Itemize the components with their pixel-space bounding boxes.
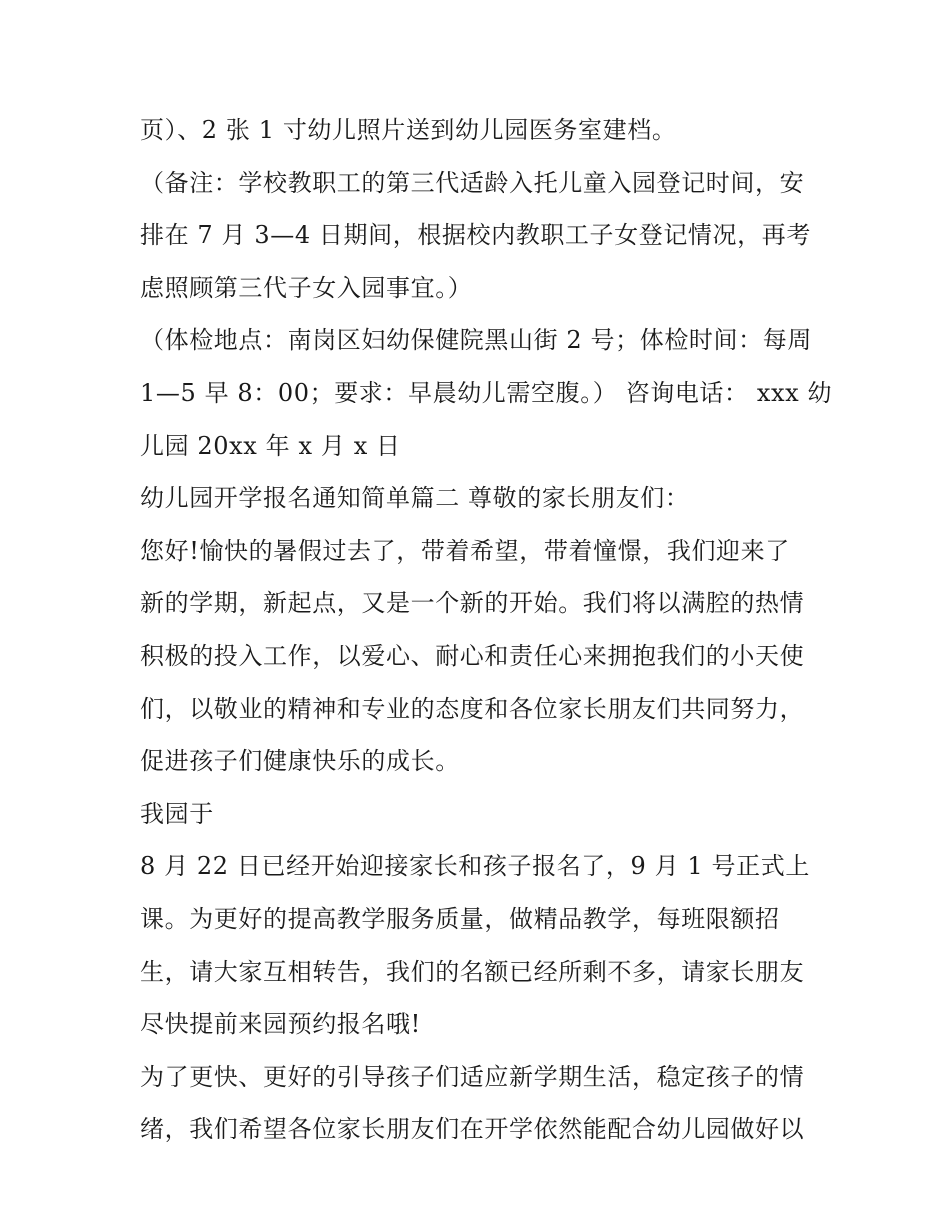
text-line: 们，以敬业的精神和专业的态度和各位家长朋友们共同努力， — [140, 694, 805, 723]
text-line: 为了更快、更好的引导孩子们适应新学期生活，稳定孩子的情 — [140, 1062, 805, 1091]
text-line: 页）、2 张 1 寸幼儿照片送到幼儿园医务室建档。 — [140, 116, 677, 144]
text-line: （备注：学校教职工的第三代适龄入托儿童入园登记时间，安 — [140, 168, 805, 197]
document-body — [140, 108, 833, 1160]
text-line: 我园于 — [140, 799, 214, 828]
text-line: 儿园 20xx 年 x 月 x 日 — [140, 431, 401, 460]
text-line: 生，请大家互相转告，我们的名额已经所剩不多，请家长朋友 — [140, 957, 805, 986]
text-line: 绪，我们希望各位家长朋友们在开学依然能配合幼儿园做好以 — [140, 1115, 805, 1144]
text-line: 尽快提前来园预约报名哦! — [140, 1010, 421, 1039]
text-line: 新的学期，新起点，又是一个新的开始。我们将以满腔的热情 — [140, 589, 805, 618]
text-line: （体检地点：南岗区妇幼保健院黑山街 2 号；体检时间：每周 — [140, 326, 812, 355]
text-line: 排在 7 月 3—4 日期间，根据校内教职工子女登记情况，再考 — [140, 221, 811, 250]
section-heading-line: 幼儿园开学报名通知简单篇二 尊敬的家长朋友们： — [140, 484, 690, 513]
text-line: 1—5 早 8：00；要求：早晨幼儿需空腹。） 咨询电话： xxx 幼 — [140, 378, 833, 407]
text-line: 您好!愉快的暑假过去了，带着希望，带着憧憬，我们迎来了 — [140, 536, 790, 565]
text-line: 8 月 22 日已经开始迎接家长和孩子报名了，9 月 1 号正式上 — [140, 852, 810, 881]
text-line: 虑照顾第三代子女入园事宜。） — [140, 273, 473, 302]
text-line: 促进孩子们健康快乐的成长。 — [140, 747, 460, 776]
text-line: 课。为更好的提高教学服务质量，做精品教学，每班限额招 — [140, 904, 780, 933]
text-line: 积极的投入工作，以爱心、耐心和责任心来拥抱我们的小天使 — [140, 641, 805, 670]
